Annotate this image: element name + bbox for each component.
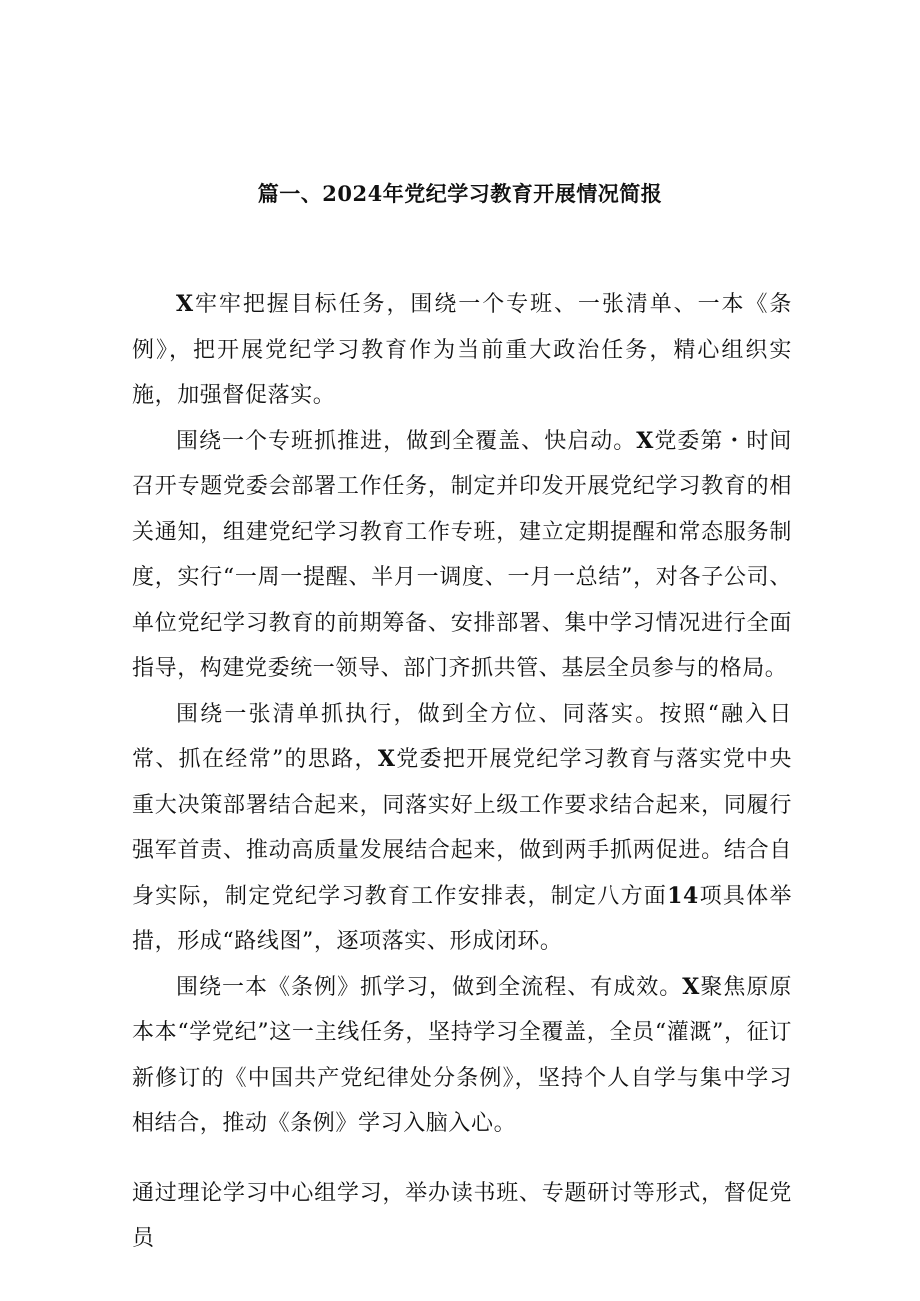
paragraph-2 xyxy=(132,419,792,692)
entity-mark: X xyxy=(377,746,396,772)
document-body xyxy=(132,282,792,1262)
paragraph-text-end: 项具体举措，形成“路线图”，逐项落实、形成闭环。 xyxy=(132,883,792,954)
entity-mark: X xyxy=(176,291,194,317)
paragraph-text: 聚焦原原本本“学党纪”这一主线任务，坚持学习全覆盖，全员“灌溉”，征订新修订的《中国共产党纪律处分条例》，坚持个人自学与集中学习相结合，推动《条例》学习入脑入心。 xyxy=(132,974,793,1136)
paragraph-text: 牢牢把握目标任务，围绕一个专班、一张清单、一本《条例》，把开展党纪学习教育作为当前重大政治任务，精心组织实施，加强督促落实。 xyxy=(132,292,792,408)
paragraph-1 xyxy=(132,282,792,419)
paragraph-5 xyxy=(132,1171,792,1262)
paragraph-lead-text: 围绕一个专班抓推进，做到全覆盖、快启动。 xyxy=(176,428,637,454)
entity-mark: X xyxy=(682,973,700,1000)
paragraph-text: 通过理论学习中心组学习，举办读书班、专题研讨等形式，督促党员 xyxy=(132,1180,792,1251)
paragraph-4 xyxy=(132,965,792,1147)
paragraph-3 xyxy=(132,692,792,965)
number-mark: 14 xyxy=(667,882,699,909)
paragraph-lead-text: 围绕一本《条例》抓学习，做到全流程、有成效。 xyxy=(176,974,683,1000)
document-title: 篇一、2024年党纪学习教育开展情况简报 xyxy=(257,181,663,206)
paragraph-lead-text: 围绕一张清单抓执行，做到全方位、同落实。按照“融入日常、抓在经常”的思路， xyxy=(132,701,792,772)
entity-mark: X xyxy=(636,427,654,454)
paragraph-text: 党委把开展党纪学习教育与落实党中央重大决策部署结合起来，同落实好上级工作要求结合起来，同履行强军首责、推动高质量发展结合起来，做到两手抓两促进。结合自身实际，制定党纪学习教育工作安排表，制定八方面 xyxy=(132,747,792,909)
paragraph-text: 党委第・时间召开专题党委会部署工作任务，制定并印发开展党纪学习教育的相关通知，组建党纪学习教育工作专班，建立定期提醒和常态服务制度，实行“一周一提醒、半月一调度、一月一总结”，对各子公司、单位党纪学习教育的前期筹备、安排部署、集中学习情况进行全面指导，构建党委统一领导、部门齐抓共管、基层全员参与的格局。 xyxy=(132,428,792,681)
